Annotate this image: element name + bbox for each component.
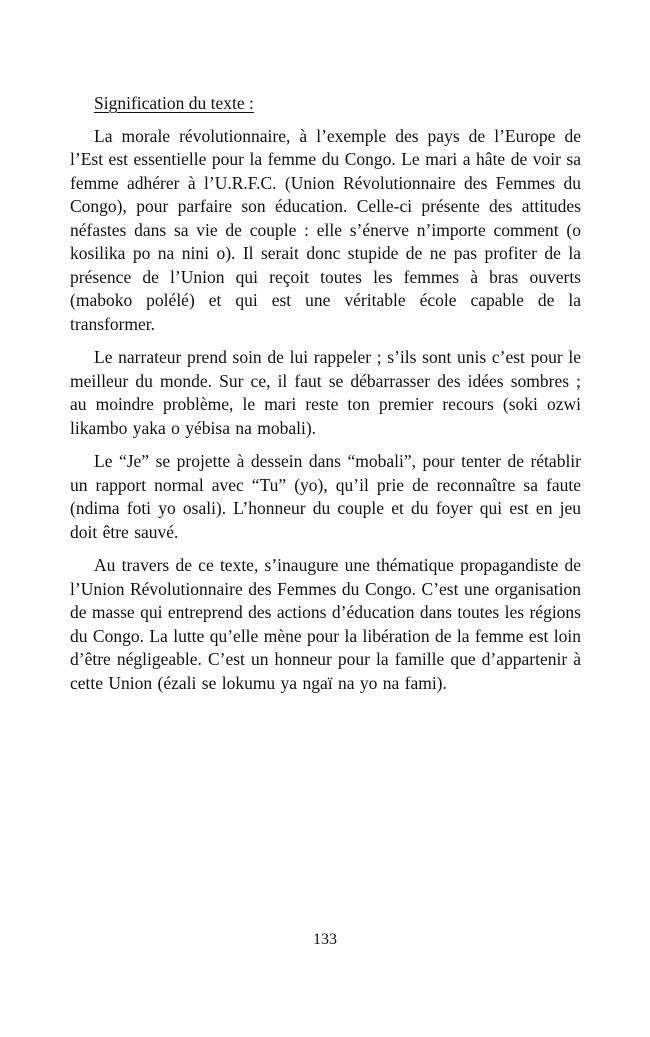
text-block <box>70 92 581 705</box>
section-heading: Signification du texte : <box>94 93 254 113</box>
page-number: 133 <box>313 931 337 948</box>
paragraph: Au travers de ce texte, s’inaugure une thématique propagandiste de l’Union Révolutionnaire des Femmes du Congo. C’est une organisation de masse qui entreprend des actions d’éducation dans toutes les régions du Congo. La lutte qu’elle mène pour la libération de la femme est loin d’être négligeable. C’est un honneur pour la famille que d’appartenir à cette Union (ézali se lokumu ya ngaï na yo na fami). <box>70 555 581 693</box>
paragraph: Le “Je” se projette à dessein dans “mobali”, pour tenter de rétablir un rapport normal avec “Tu” (yo), qu’il prie de reconnaître sa faute (ndima foti yo osali). L’honneur du couple et du foyer qui est en jeu doit être sauvé. <box>70 451 581 542</box>
paragraph: Le narrateur prend soin de lui rappeler ; s’ils sont unis c’est pour le meilleur du monde. Sur ce, il faut se débarrasser des idées sombres ; au moindre problème, le mari reste ton premier recours (soki ozwi likambo yaka o yébisa na mobali). <box>70 347 581 438</box>
paragraph: La morale révolutionnaire, à l’exemple des pays de l’Europe de l’Est est essentielle pour la femme du Congo. Le mari a hâte de voir sa femme adhérer à l’U.R.F.C. (Union Révolutionnaire des Femmes du Congo), pour parfaire son éducation. Celle-ci présente des attitudes néfastes dans sa vie de couple : elle s’énerve n’importe comment (o kosilika po na nini o). Il serait donc stupide de ne pas profiter de la présence de l’Union qui reçoit toutes les femmes à bras ouverts (maboko polélé) et qui est une véritable école capable de la transformer. <box>70 125 581 334</box>
